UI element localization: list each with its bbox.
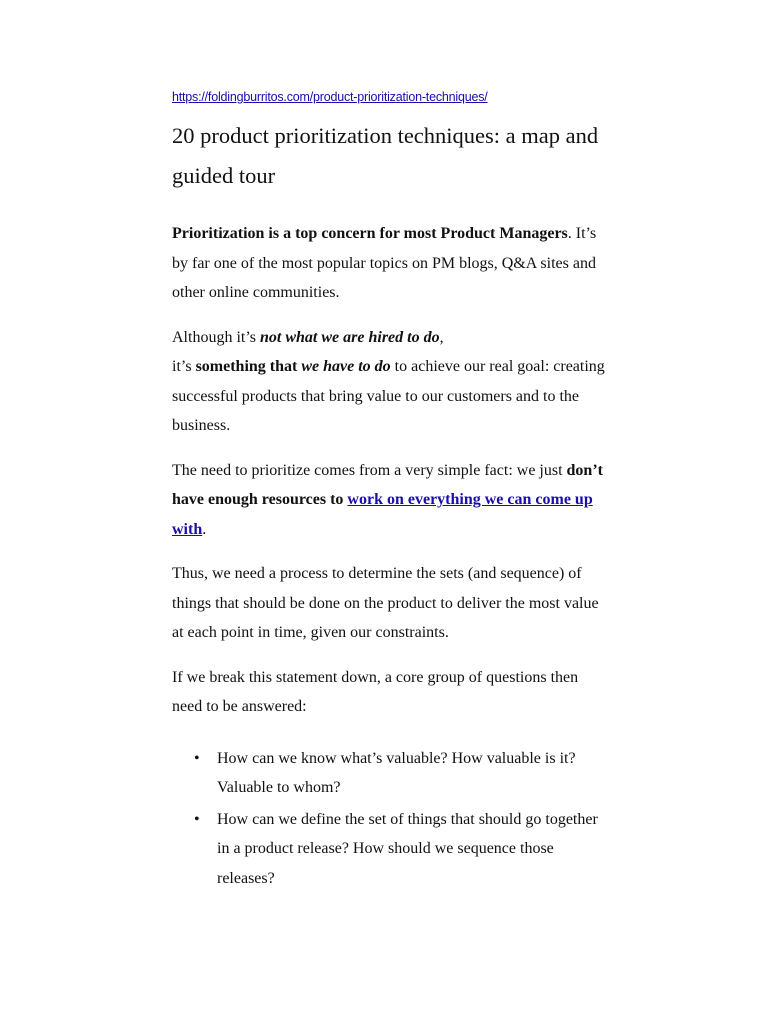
list-item [172, 744, 612, 803]
p2-e: something that [195, 358, 302, 375]
article-title: 20 product prioritization techniques: a map and guided tour [172, 123, 599, 188]
p2-c: , [439, 328, 444, 346]
paragraph-2 [172, 323, 612, 441]
p3-b: don’t have enough resources to [172, 461, 603, 508]
bullet-icon: • [194, 749, 200, 767]
list-item-text: How can we define the set of things that should go together in a product release? How should we sequence those releases? [217, 810, 598, 887]
document-page [172, 90, 612, 895]
p1-rest: . It’s by far one of the most popular topics on PM blogs, Q&A sites and other online communities. [172, 225, 597, 301]
paragraph-1 [172, 219, 612, 308]
paragraph-3 [172, 456, 612, 545]
question-list [172, 744, 612, 894]
paragraph-5: If we break this statement down, a core group of questions then need to be answered: [172, 668, 579, 715]
p2-g: to achieve our real goal: creating successful products that bring value to our customers and to the business. [172, 358, 605, 434]
p3-a: The need to prioritize comes from a very simple fact: we just [172, 461, 567, 479]
p3-c: . [202, 520, 207, 538]
list-item-text: How can we know what’s valuable? How valuable is it? Valuable to whom? [217, 749, 576, 796]
p2-a: Although it’s [172, 328, 261, 346]
list-item [172, 805, 612, 894]
p2-d: it’s [172, 358, 196, 375]
paragraph-4: Thus, we need a process to determine the sets (and sequence) of things that should be done on the product to deliver the most value at each point in time, given our constraints. [172, 565, 599, 641]
p1-bold: Prioritization is a top concern for most Product Managers [172, 225, 568, 242]
p2-b: not what we are hired to do [260, 328, 440, 346]
p2-f: we have to do [301, 358, 391, 375]
work-on-everything-link[interactable]: work on everything we can come up with [172, 491, 593, 538]
bullet-icon: • [194, 810, 200, 828]
source-url-link[interactable]: https://foldingburritos.com/product-prioritization-techniques/ [172, 90, 488, 104]
question-list-wrapper [172, 744, 612, 894]
